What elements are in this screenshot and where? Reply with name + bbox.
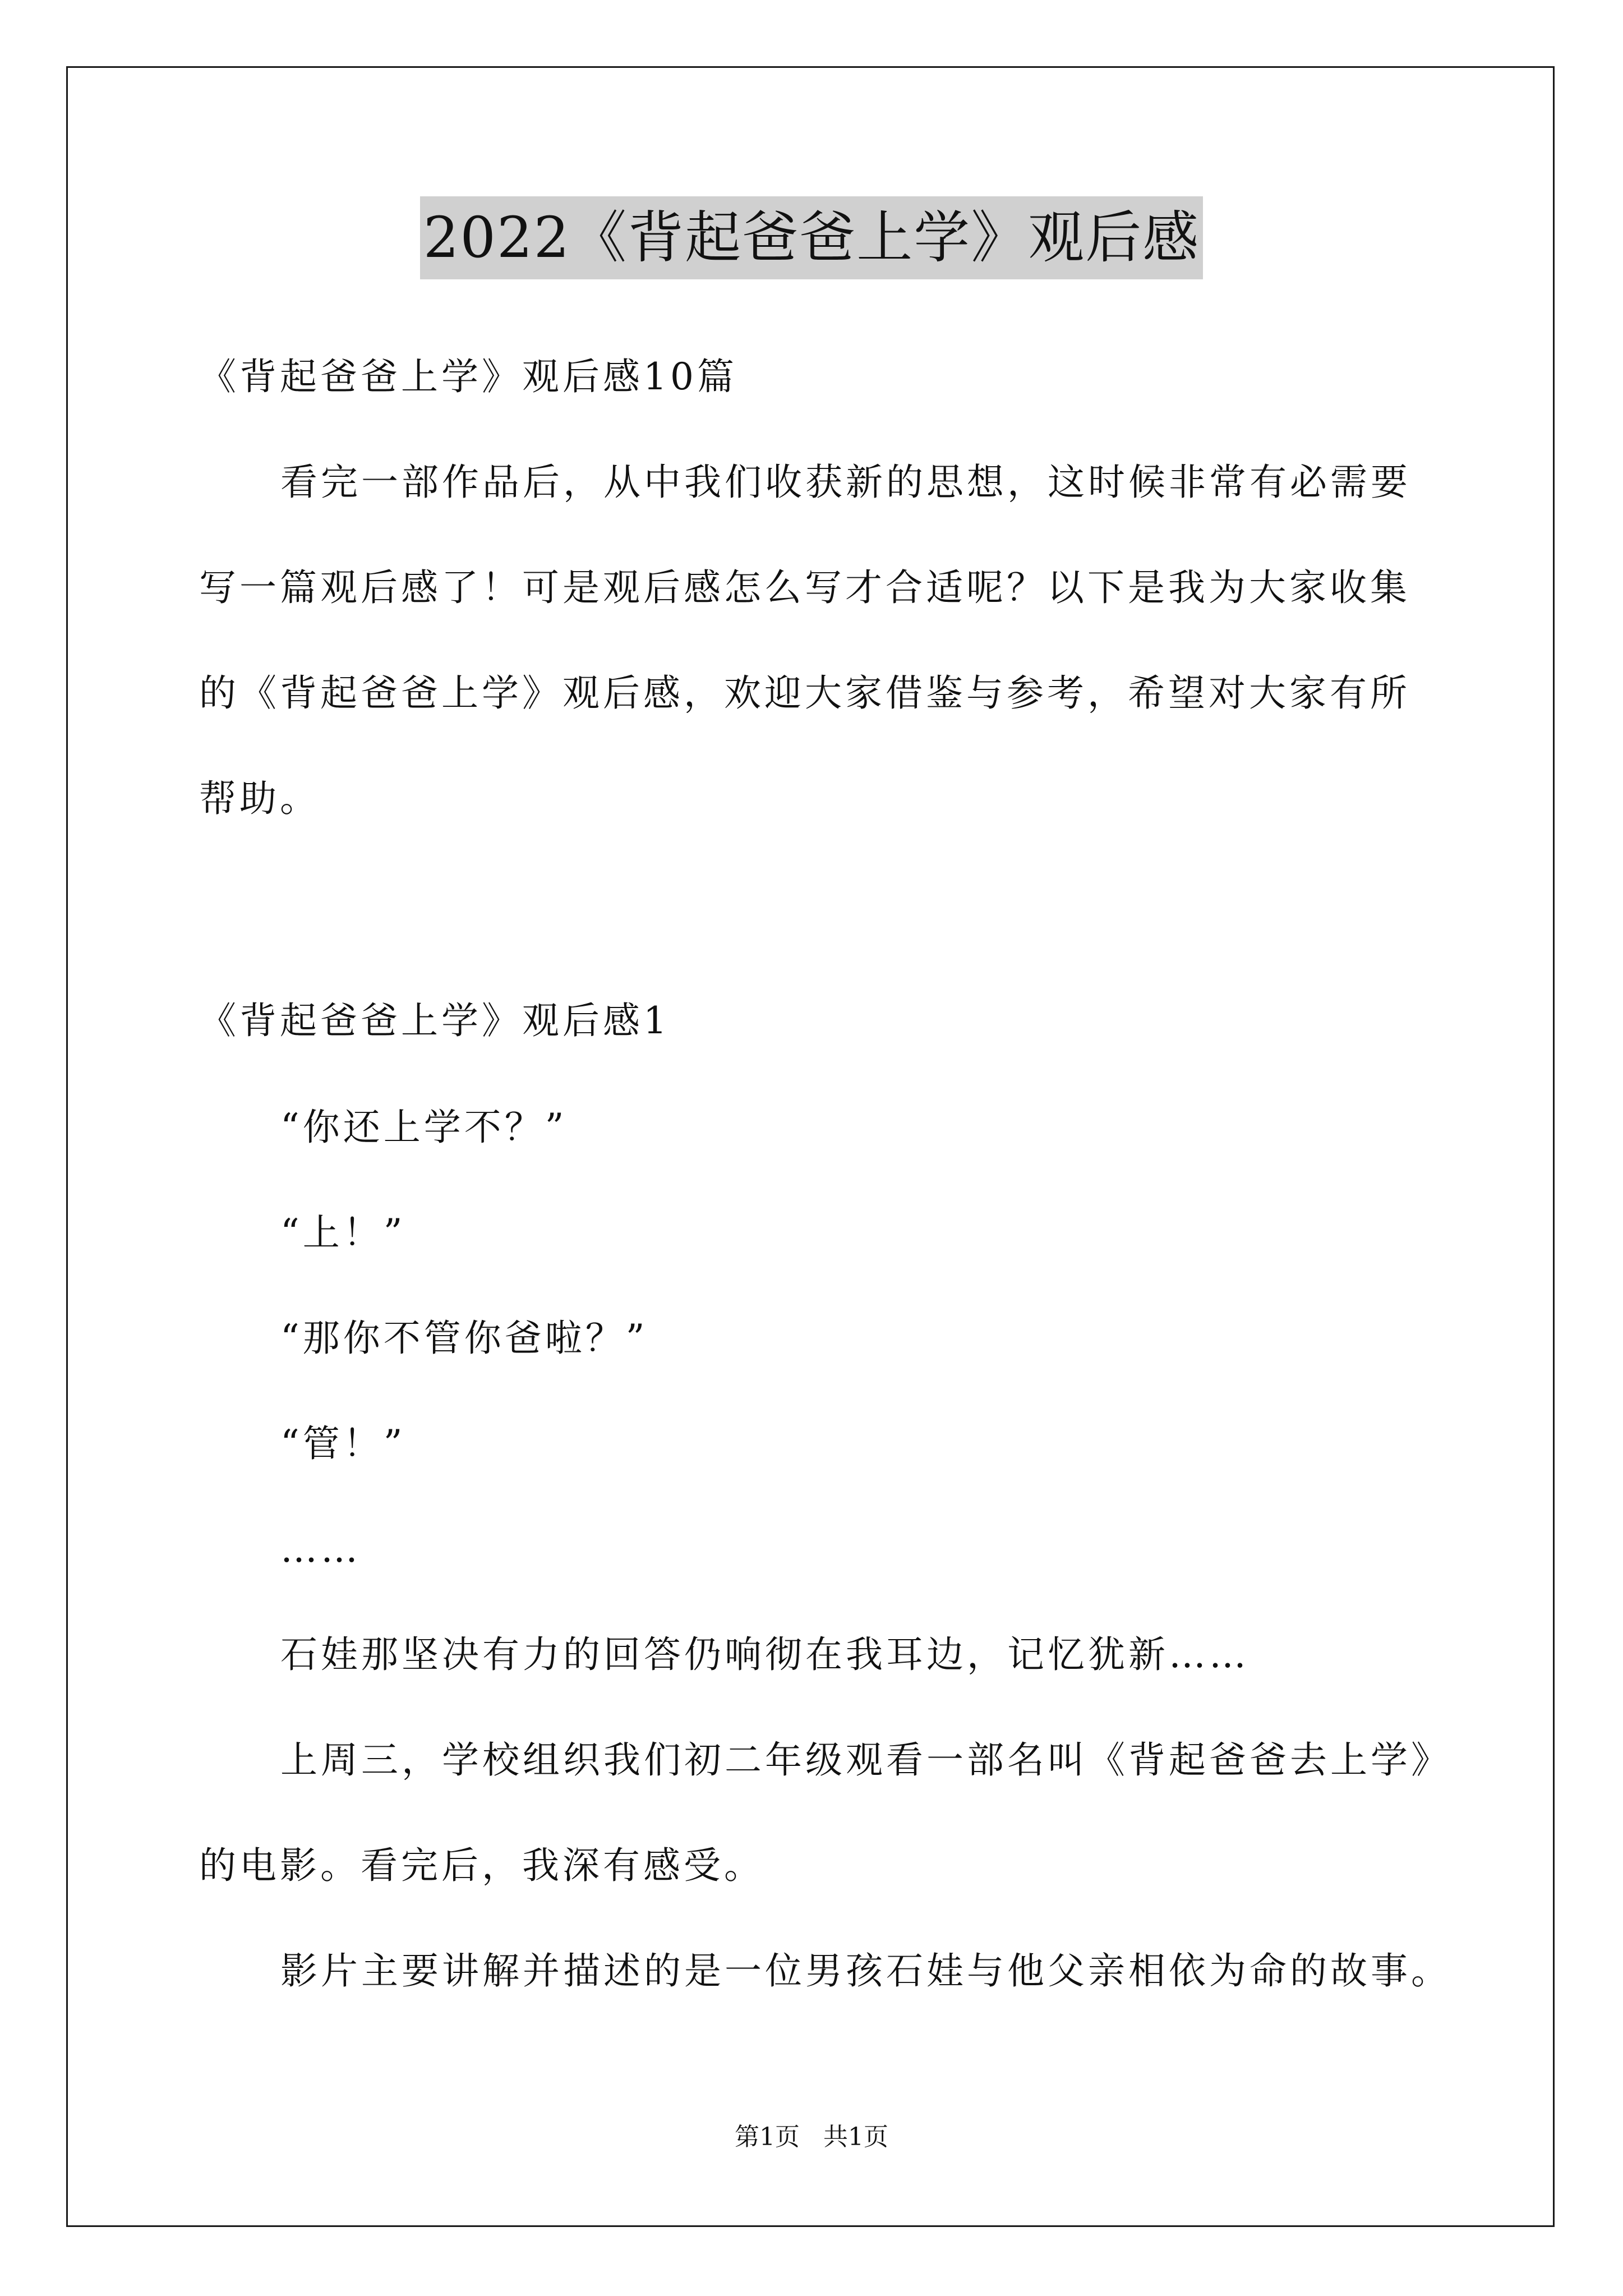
dialogue-line-1: “你还上学不？” — [280, 1106, 568, 1149]
dialogue-line-3: “那你不管你爸啦？” — [280, 1317, 648, 1360]
intro-line-1: 看完一部作品后，从中我们收获新的思想，这时候非常有必需要 — [280, 461, 1411, 504]
intro-line-4: 帮助。 — [199, 777, 320, 820]
dialogue-line-2: “上！” — [280, 1211, 406, 1254]
document-subtitle: 《背起爸爸上学》观后感10篇 — [199, 355, 737, 398]
dialogue-ellipsis: …… — [280, 1527, 361, 1571]
document-title: 2022《背起爸爸上学》观后感 — [420, 196, 1204, 279]
body-line-4: 影片主要讲解并描述的是一位男孩石娃与他父亲相依为命的故事。 — [280, 1949, 1451, 1993]
section-heading: 《背起爸爸上学》观后感1 — [199, 999, 670, 1042]
intro-line-3: 的《背起爸爸上学》观后感，欢迎大家借鉴与参考，希望对大家有所 — [199, 671, 1410, 715]
page-footer — [0, 2120, 1623, 2154]
page-number-current: 第1页 — [735, 2123, 800, 2151]
intro-line-2: 写一篇观后感了！可是观后感怎么写才合适呢？以下是我为大家收集 — [199, 566, 1410, 609]
dialogue-line-4: “管！” — [280, 1422, 406, 1465]
title-container — [0, 196, 1623, 279]
body-line-2: 上周三，学校组织我们初二年级观看一部名叫《背起爸爸去上学》 — [280, 1738, 1451, 1782]
page-number-total: 共1页 — [823, 2123, 888, 2151]
body-line-1: 石娃那坚决有力的回答仍响彻在我耳边，记忆犹新…… — [280, 1633, 1249, 1676]
body-line-3: 的电影。看完后，我深有感受。 — [199, 1844, 764, 1887]
